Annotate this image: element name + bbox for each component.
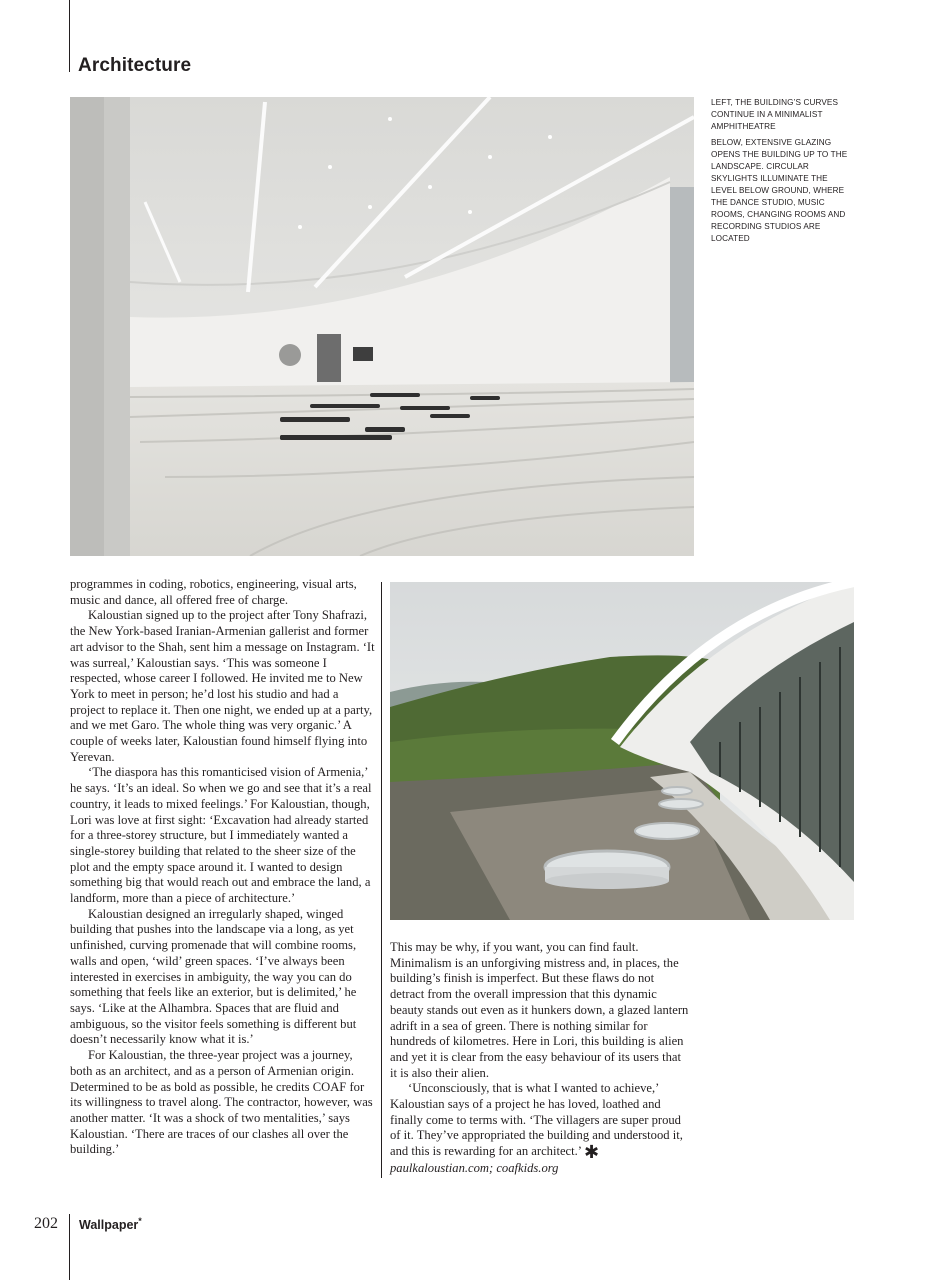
website-credit: paulkaloustian.com; coafkids.org [390,1160,559,1175]
paragraph-text: ‘Unconsciously, that is what I wanted to achieve,’ Kaloustian says of a project he has loved, loathed and finally come to terms with. ‘The villagers are super proud of it. They’ve appropriated the building and understood it, and this is rewarding for an architect.’ [390,1081,683,1159]
footer-rule [69,1214,70,1280]
header-rule [69,0,70,72]
caption-glazing: BELOW, EXTENSIVE GLAZING OPENS THE BUILDING UP TO THE LANDSCAPE. CIRCULAR SKYLIGHTS ILLUMINATE THE LEVEL BELOW GROUND, WHERE THE DANCE STUDIO, MUSIC ROOMS, CHANGING ROOMS AND RECORDING STUDIOS ARE LOCATED [711,138,848,243]
paragraph [390,1081,690,1164]
magazine-brand [79,1216,142,1232]
column-divider [381,582,382,1178]
paragraph: This may be why, if you want, you can find fault. Minimalism is an unforgiving mistress and, in places, the building’s finish is imperfect. But these flaws do not detract from the overall impression that this dynamic beauty stands out even as it hunkers down, a glazed lantern adrift in a sea of green. There is nothing similar for hundreds of kilometres. Here in Lori, this building is alien and yet it is clear from the easy behaviour of its users that it is also their alien. [390,940,689,1080]
section-title: Architecture [78,55,192,76]
paragraph: For Kaloustian, the three-year project was a journey, both as an architect, and as a person of Armenian origin. Determined to be as bold as possible, he credits COAF for its willingness to travel along. The contractor, however, was another matter. ‘It was a shock of two mentalities,’ says Kaloustian. ‘There are traces of our clashes all over the building.’ [70,1048,373,1157]
paragraph: programmes in coding, robotics, engineering, visual arts, music and dance, all offered free of charge. [70,577,357,607]
page-number: 202 [34,1215,58,1232]
building-exterior-photo [390,582,854,920]
amphitheatre-photo [70,97,694,556]
article-column-right [390,940,690,1177]
photo-captions [711,97,851,249]
brand-name: Wallpaper [79,1218,139,1233]
paragraph: Kaloustian designed an irregularly shaped, winged building that pushes into the landscape via a long, as yet unfinished, curving promenade that will combine rooms, walls and open, ‘wild’ green spaces. ‘I’ve always been interested in exercises in ambiguity, the way you can do something that feels like an exterior, but is delimited,’ he says. ‘Like at the Alhambra. Spaces that are fluid and ambiguous, so the visitor feels something is different but doesn’t necessarily know what it is.’ [70,906,357,1047]
end-mark-icon: ✱ [583,1142,600,1164]
paragraph: Kaloustian signed up to the project after Tony Shafrazi, the New York-based Iranian-Armenian gallerist and former art advisor to the Shah, sent him a message on Instagram. ‘It was surreal,’ Kaloustian says. ‘This was someone I respected, whose career I followed. He invited me to New York to meet in person; he’d lost his studio and had a project to replace it. Then one night, we ended up at a party, and we met Garo. The whole thing was very organic.’ A couple of weeks later, Kaloustian found himself flying into Yerevan. [70,608,375,764]
caption-amphitheatre: LEFT, THE BUILDING’S CURVES CONTINUE IN A MINIMALIST AMPHITHEATRE [711,98,839,131]
article-column-left [70,577,375,1158]
paragraph: ‘The diaspora has this romanticised vision of Armenia,’ he says. ‘It’s an ideal. So when we go and see that it’s a real country, it leads to mixed feelings.’ For Kaloustian, though, Lori was love at first sight: ‘Excavation had already started for a three-storey structure, but I immediately wanted a single-storey building that related to the sheer size of the plot and the empty space around it. I wanted to design something big that would reach out and embrace the land, a landform, more than a piece of architecture.’ [70,765,372,906]
brand-asterisk: * [138,1216,142,1226]
